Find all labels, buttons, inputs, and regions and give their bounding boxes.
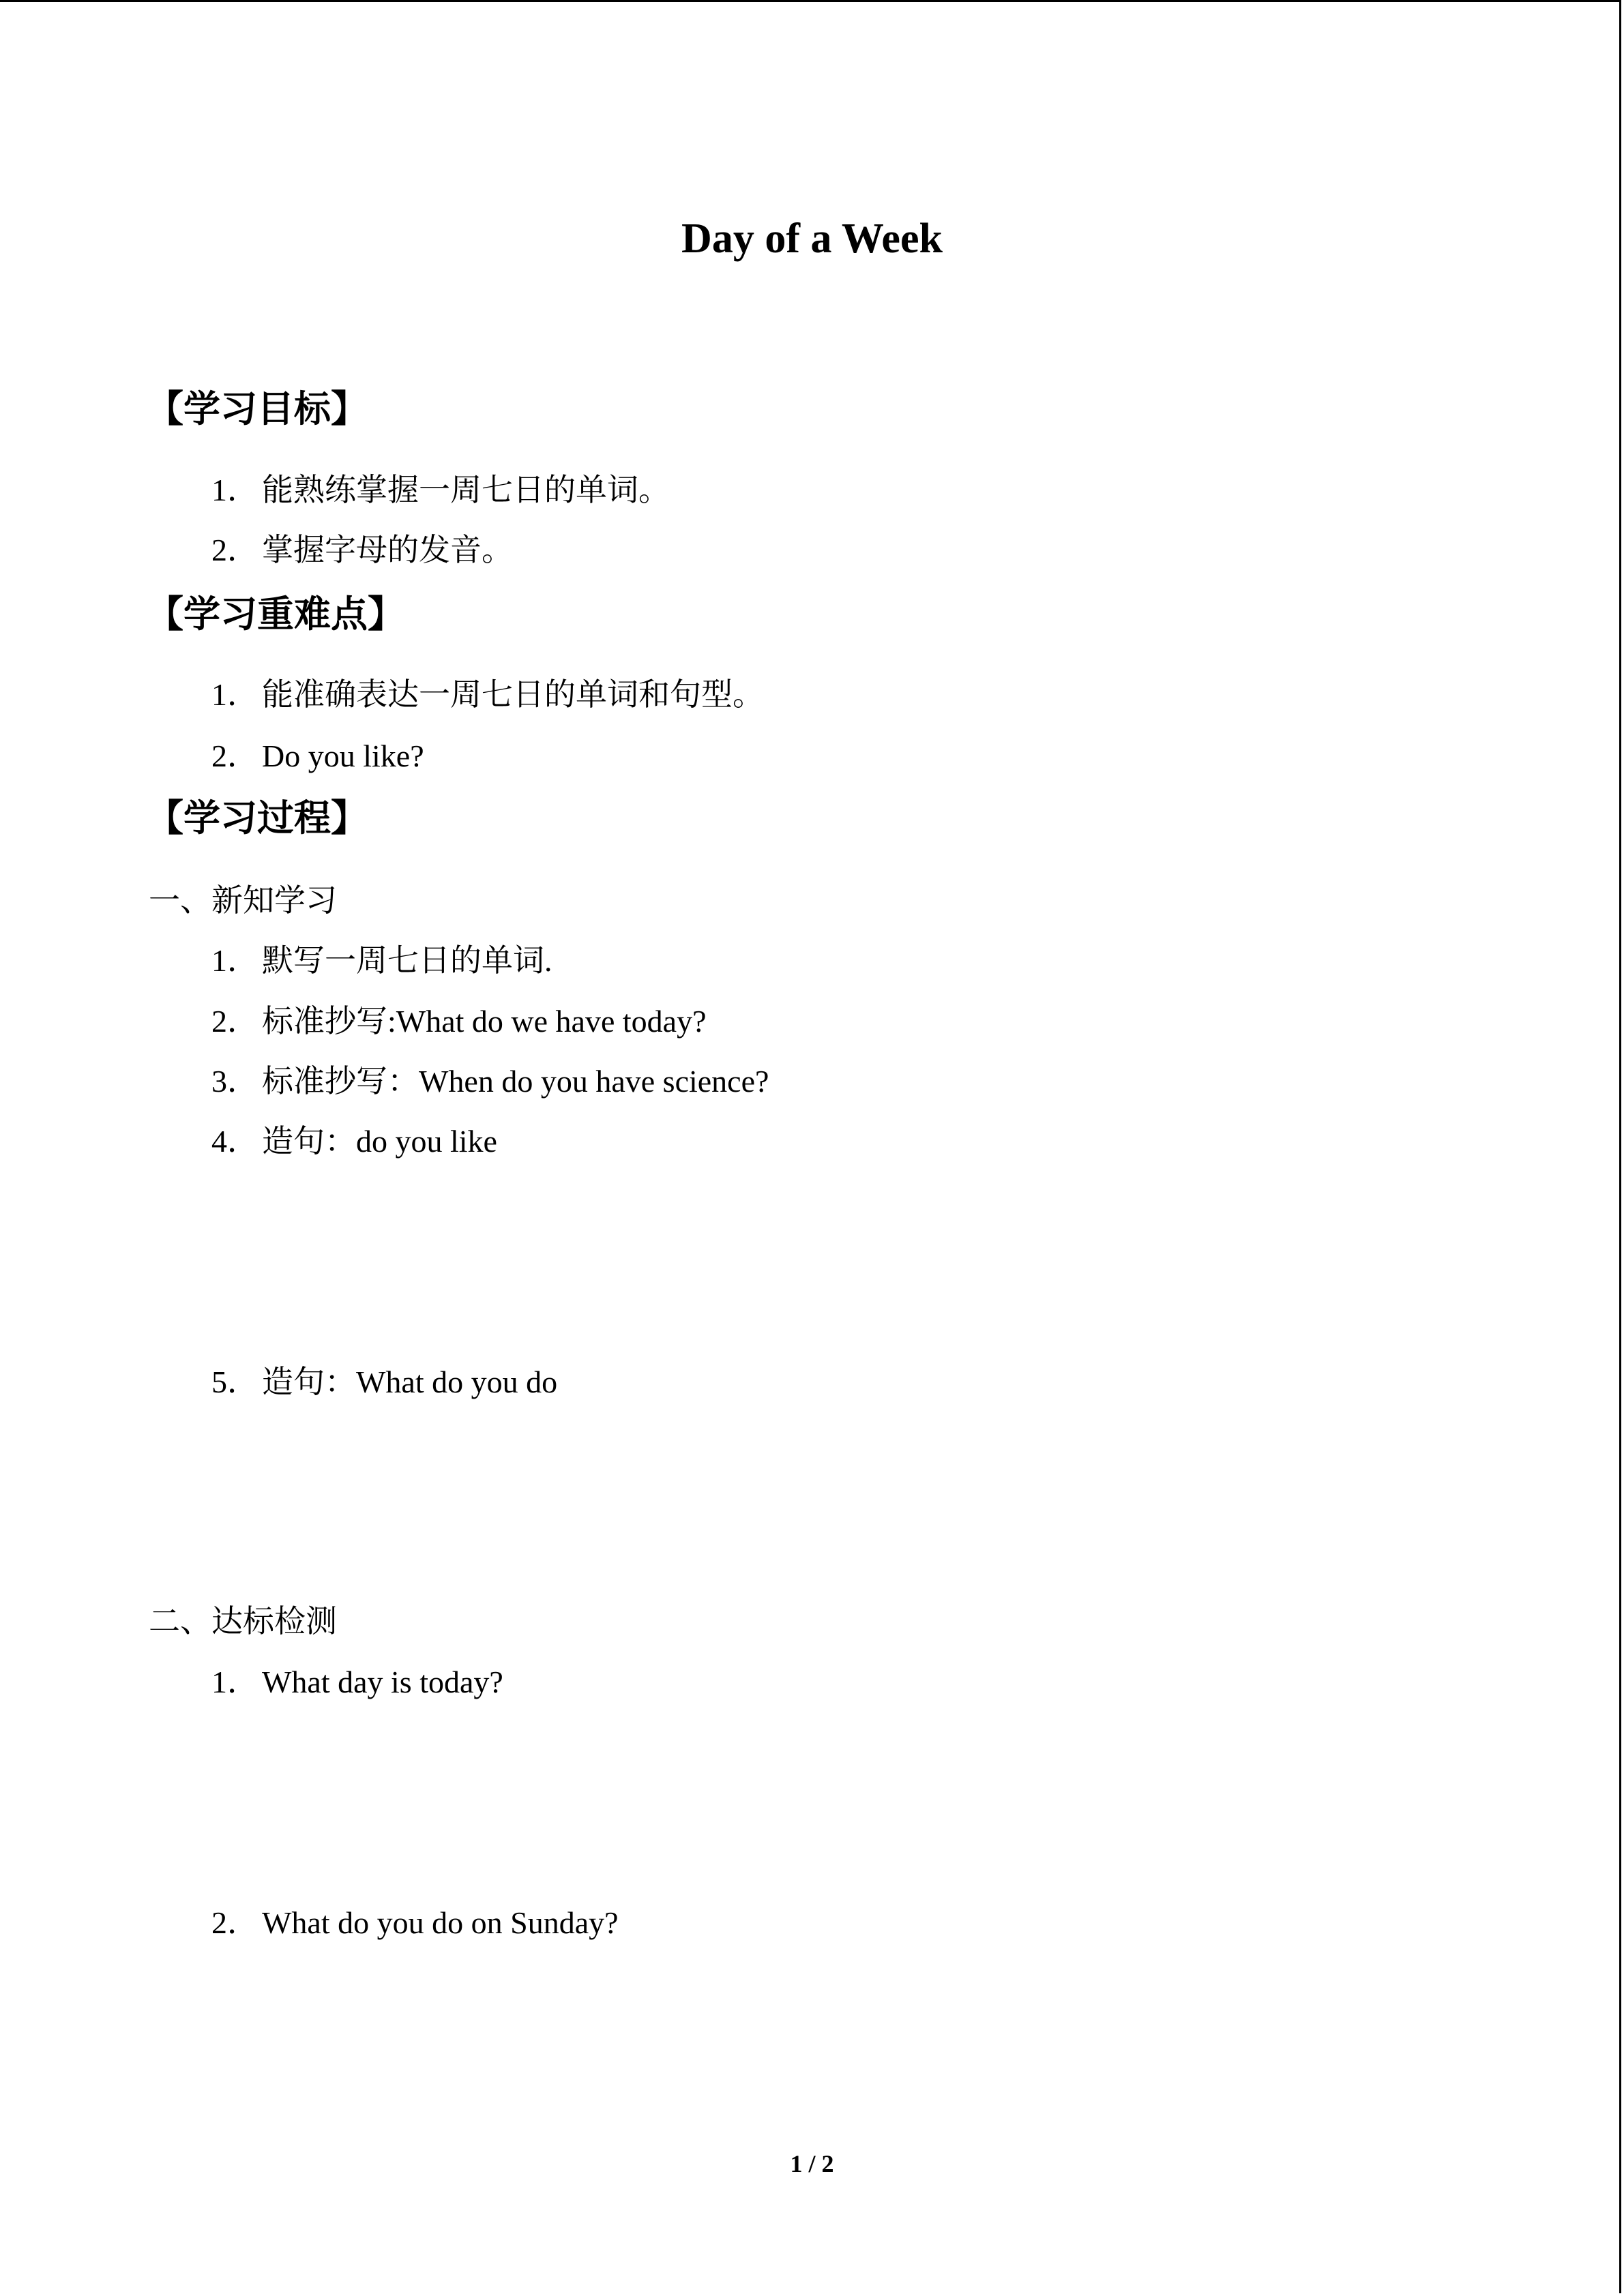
section-heading-process: 【学习过程】 — [147, 796, 368, 839]
item-number: 2． — [211, 533, 259, 567]
item-text: 标准抄写：When do you have science? — [262, 1064, 769, 1099]
part-heading-new-learning: 一、新知学习 — [149, 883, 337, 918]
key-point-item-1 — [211, 671, 764, 719]
item-number: 1． — [211, 677, 259, 712]
section-heading-objectives: 【学习目标】 — [147, 387, 368, 430]
item-text: 能准确表达一周七日的单词和句型。 — [262, 677, 764, 712]
item-number: 1． — [211, 1665, 259, 1699]
new-learning-item-1 — [211, 937, 552, 985]
new-learning-item-2 — [211, 998, 706, 1045]
item-text: 掌握字母的发音。 — [262, 533, 513, 567]
item-number: 2． — [211, 1004, 259, 1039]
item-number: 2． — [211, 1905, 259, 1940]
item-text: 能熟练掌握一周七日的单词。 — [262, 473, 670, 507]
item-text: 默写一周七日的单词. — [262, 943, 552, 978]
objective-item-1 — [211, 466, 670, 514]
section-heading-key-points: 【学习重难点】 — [147, 593, 404, 636]
item-number: 4． — [211, 1124, 259, 1159]
item-text: 造句：do you like — [262, 1124, 497, 1159]
item-text: 标准抄写:What do we have today? — [262, 1004, 707, 1039]
item-text: 造句：What do you do — [262, 1365, 558, 1399]
new-learning-item-4 — [211, 1118, 497, 1165]
assessment-item-1 — [211, 1658, 503, 1706]
item-number: 5． — [211, 1365, 259, 1399]
assessment-item-2 — [211, 1899, 619, 1947]
page-number: 1 / 2 — [790, 2150, 834, 2177]
item-number: 1． — [211, 473, 259, 507]
item-number: 3． — [211, 1064, 259, 1099]
objective-item-2 — [211, 526, 513, 574]
document-title: Day of a Week — [681, 215, 943, 262]
item-text: What day is today? — [262, 1665, 503, 1699]
new-learning-item-3 — [211, 1058, 769, 1105]
key-point-item-2 — [211, 732, 424, 780]
item-number: 1． — [211, 943, 259, 978]
part-heading-assessment: 二、达标检测 — [149, 1604, 337, 1639]
item-text: Do you like? — [262, 739, 424, 773]
new-learning-item-5 — [211, 1358, 557, 1406]
item-number: 2． — [211, 739, 259, 773]
item-text: What do you do on Sunday? — [262, 1905, 619, 1940]
